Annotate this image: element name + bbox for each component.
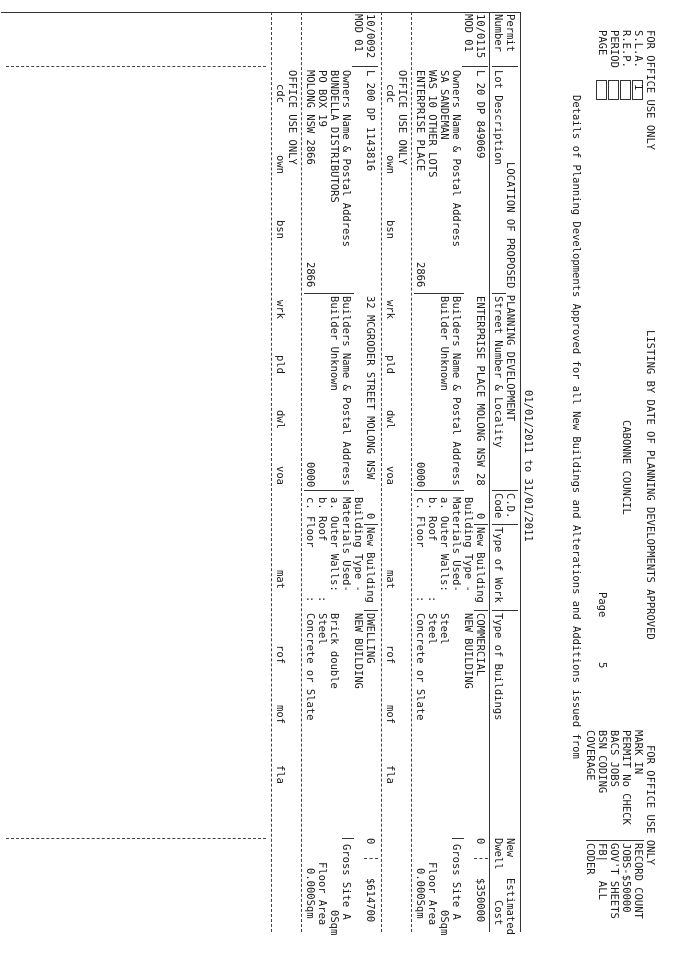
roof: Steel bbox=[316, 613, 328, 645]
sla-label: S.L.A. bbox=[632, 30, 644, 68]
code-mof: mof bbox=[384, 705, 396, 724]
builder-postcode: 0000 bbox=[304, 462, 316, 488]
builder-name: Builder Unknown bbox=[438, 296, 450, 391]
estimated-cost: $350000 bbox=[474, 878, 486, 923]
code-pld: pld bbox=[274, 355, 286, 374]
page-label: Page bbox=[596, 592, 608, 618]
code-dwl: dwl bbox=[384, 410, 396, 429]
lot-description: L 200 DP 1143816 bbox=[364, 70, 376, 172]
building-type: NEW BUILDING bbox=[462, 613, 474, 689]
code-mat: mat bbox=[274, 570, 286, 589]
page-box bbox=[596, 80, 607, 100]
new-dwell: 0 bbox=[364, 838, 376, 845]
estimated-header: Estimated bbox=[504, 878, 516, 935]
header-bottom-rule bbox=[489, 12, 490, 932]
code-wrk: wrk bbox=[384, 300, 396, 319]
cd-header-2: Code bbox=[492, 493, 504, 519]
table-left-rule bbox=[1, 12, 521, 13]
period-box bbox=[608, 80, 619, 100]
office-left-title: FOR OFFICE USE ONLY bbox=[644, 30, 656, 151]
code-own: own bbox=[384, 155, 396, 174]
type-of-buildings: DWELLING bbox=[364, 613, 376, 664]
type-of-work-header: Type of Work bbox=[492, 527, 504, 603]
owner-postcode: 2866 bbox=[304, 262, 316, 288]
type-of-buildings: COMMERCIAL bbox=[474, 613, 486, 677]
site-area: 0Sqm bbox=[438, 910, 450, 936]
cost-header: Cost bbox=[492, 900, 504, 926]
code-mat: mat bbox=[384, 570, 396, 589]
site-area: 0Sqm bbox=[328, 910, 340, 936]
floor-area: 0.000Sqm bbox=[304, 868, 316, 919]
outer-walls-label: a. Outer Walls: bbox=[438, 497, 450, 592]
report-period: 01/01/2011 to 31/01/2011 bbox=[522, 390, 534, 542]
materials-label: Materials Used- bbox=[450, 497, 462, 592]
coverage-label: COVERAGE bbox=[584, 730, 596, 781]
code-pld: pld bbox=[384, 355, 396, 374]
office-use-label: OFFICE USE ONLY bbox=[396, 70, 408, 165]
location-header: LOCATION OF PROPOSED PLANNING DEVELOPMENT bbox=[504, 162, 516, 422]
floor-area: 0.000Sqm bbox=[414, 868, 426, 919]
cd-code: 0 bbox=[364, 513, 376, 520]
empty-area-guide-right bbox=[6, 838, 266, 839]
code-fla: fla bbox=[384, 765, 396, 784]
code-rof: rof bbox=[384, 645, 396, 664]
lot-description: L 20 DP 849069 bbox=[474, 70, 486, 159]
bacs-jobs-label: BACS JOBS bbox=[608, 730, 620, 787]
new-dwell-header-2: Dwell bbox=[492, 838, 504, 870]
permit-header-2: Number bbox=[492, 14, 504, 52]
code-voa: voa bbox=[274, 466, 286, 485]
code-voa: voa bbox=[384, 466, 396, 485]
mod-number: MOD 01 bbox=[352, 14, 364, 52]
code-fla: fla bbox=[274, 765, 286, 784]
builders-label: Builders Name & Postal Address bbox=[340, 296, 352, 486]
materials-label: Materials Used- bbox=[340, 497, 352, 592]
new-dwell: 0 bbox=[474, 838, 486, 845]
coder-label: CODER bbox=[584, 843, 596, 875]
govt-sheets-label: GOV'T SHEETS bbox=[608, 843, 620, 919]
council-name: CABONNE COUNCIL bbox=[620, 420, 632, 515]
office-use-label: OFFICE USE ONLY bbox=[286, 70, 298, 165]
building-type-label: Building Type - bbox=[462, 497, 474, 592]
building-type: NEW BUILDING bbox=[352, 613, 364, 689]
table-top-rule bbox=[520, 12, 521, 932]
owner-line-1: SA SANDEMAN bbox=[438, 70, 450, 140]
floor-area-label: Floor Area bbox=[316, 862, 328, 926]
permit-number: 10/0115 bbox=[474, 14, 486, 59]
code-rof: rof bbox=[274, 645, 286, 664]
page-label-left: PAGE bbox=[596, 30, 608, 56]
record-count-label: RECORD COUNT bbox=[632, 843, 644, 919]
roof: Steel bbox=[426, 613, 438, 645]
type-of-work: New Building bbox=[474, 527, 486, 603]
code-wrk: wrk bbox=[274, 300, 286, 319]
floor: Concrete or Slate bbox=[304, 613, 316, 721]
lot-description-header: Lot Description bbox=[492, 70, 504, 165]
owner-line-3: ENTERPRISE PLACE bbox=[414, 70, 426, 172]
code-own: own bbox=[274, 155, 286, 174]
code-mof: mof bbox=[274, 705, 286, 724]
period-label: PERIOD bbox=[608, 30, 620, 68]
floor-area-label: Floor Area bbox=[426, 862, 438, 926]
estimated-cost: $614700 bbox=[364, 878, 376, 923]
floor-label: c. Floor bbox=[304, 497, 316, 548]
floor: Concrete or Slate bbox=[414, 613, 426, 721]
owner-line-3: MOLONG NSW 2866 bbox=[304, 70, 316, 165]
type-of-work: New Building bbox=[364, 527, 376, 603]
street-locality-header: Street Number & Locality bbox=[492, 296, 504, 448]
listing-title: LISTING BY DATE OF PLANNING DEVELOPMENTS APPROVED bbox=[644, 330, 656, 640]
floor-label: c. Floor bbox=[414, 497, 426, 548]
office-right-title: FOR OFFICE USE ONLY bbox=[644, 745, 656, 866]
code-cdc: cdc bbox=[274, 84, 286, 103]
roof-label: b. Roof bbox=[316, 497, 328, 542]
cd-header-1: C.D. bbox=[504, 493, 516, 519]
cd-code: 0 bbox=[474, 513, 486, 520]
permit-check-label: PERMIT No CHECK bbox=[620, 730, 632, 825]
rep-box bbox=[620, 80, 631, 100]
page-number: 5 bbox=[596, 662, 608, 669]
code-bsn: bsn bbox=[384, 220, 396, 239]
permit-number: 10/0092 bbox=[364, 14, 376, 59]
new-dwell-header-1: New bbox=[504, 838, 516, 857]
rotated-document-page: FOR OFFICE USE ONLY S.L.A. R.E.P. PERIOD PAGE 1 LISTING BY DATE OF PLANNING DEVELOPMENTS APPROVED CABONNE COUNCIL Page 5 Details of Planning Developments Approved for all New Buildings and Alterations and Additions issued from 01/01/2011 to 31/01/2011 FOR OFFICE USE ONLY MARK IN PERMIT No CHECK BACS JOBS BSN CODING COVERAGE RECORD COUNT JOBS-$50000 GOV'T SHEETS FB| ALL CODER Permit Number Lot Description LOCATION OF PROPOSED PLANNING DEVELOPMENT Street Number & Locality C.D. Code Type of Work Type of Buildings New Dwell Estimated Cost 10/0115 MOD 01 L 20 DP 849069 ENTERPRISE PLACE MOLONG NSW 28 0 New Building COMMERCIAL 0 $350000 Owners Name & Postal Address SA SANDEMAN WAS 10 OTHER LOTS ENTERPRISE PLACE 2866 Builders Name & Postal Address Builder Unknown 0000 Building Type - NEW BUILDING Materials Used- a. Outer Walls: Steel b. Roof : Steel c. Floor : Concrete or Slate Gross Site A 0Sqm Floor Area 0.000Sqm OFFICE USE ONLY cdc own bsn wrk pld dwl voa mat rof mof fla 10/0092 MOD 01 L 200 DP 1143816 32 MCGRODER STREET MOLONG NSW 0 New Building DWELLING 0 $614700 Owners Name & Postal Address BUNDELLA DISTRIBUTORS PO BOX 19 MOLONG NSW 2866 2866 Builders Name & Postal Address Builder Unknown 0000 Building Type - NEW BUILDING Materials Used- a. Outer Walls: Brick double b. Roof : Steel c. Floor : Concrete or Slate Gross Site A 0Sqm Floor Area 0.000Sqm OFFICE USE ONLY cdc own bsn wrk pld dwl voa mat rof mof fla bbox=[0, 0, 676, 956]
outer-walls-label: a. Outer Walls: bbox=[328, 497, 340, 592]
roof-label: b. Roof bbox=[426, 497, 438, 542]
street-locality: ENTERPRISE PLACE MOLONG NSW 28 bbox=[474, 296, 486, 486]
site-area-label: Gross Site A bbox=[450, 844, 462, 920]
builder-postcode: 0000 bbox=[414, 462, 426, 488]
owner-postcode: 2866 bbox=[414, 262, 426, 288]
owners-label: Owners Name & Postal Address bbox=[340, 70, 352, 248]
bsn-coding-label: BSN CODING bbox=[596, 730, 608, 794]
code-cdc: cdc bbox=[384, 84, 396, 103]
empty-area-guide bbox=[6, 66, 266, 67]
builder-name: Builder Unknown bbox=[328, 296, 340, 391]
owner-line-2: WAS 10 OTHER LOTS bbox=[426, 70, 438, 178]
rep-label: R.E.P. bbox=[620, 30, 632, 68]
mark-in-label: MARK IN bbox=[632, 730, 644, 775]
mod-number: MOD 01 bbox=[462, 14, 474, 52]
office-right-separator bbox=[586, 840, 644, 841]
permit-header-1: Permit bbox=[504, 14, 516, 52]
fb-all-label: FB| ALL bbox=[596, 843, 608, 900]
owner-line-1: BUNDELLA DISTRIBUTORS bbox=[328, 70, 340, 203]
owner-line-2: PO BOX 19 bbox=[316, 70, 328, 127]
code-dwl: dwl bbox=[274, 410, 286, 429]
outer-walls: Brick double bbox=[328, 613, 340, 689]
report-subtitle: Details of Planning Developments Approved for all New Buildings and Alterations and Additions issued from bbox=[570, 95, 582, 759]
builders-label: Builders Name & Postal Address bbox=[450, 296, 462, 486]
building-type-label: Building Type - bbox=[352, 497, 364, 592]
owners-label: Owners Name & Postal Address bbox=[450, 70, 462, 248]
outer-walls: Steel bbox=[438, 613, 450, 645]
jobs-50000-label: JOBS-$50000 bbox=[620, 843, 632, 913]
sla-value: 1 bbox=[632, 84, 644, 91]
site-area-label: Gross Site A bbox=[340, 844, 352, 920]
code-bsn: bsn bbox=[274, 220, 286, 239]
street-locality: 32 MCGRODER STREET MOLONG NSW bbox=[364, 296, 376, 480]
type-of-buildings-header: Type of Buildings bbox=[492, 613, 504, 721]
